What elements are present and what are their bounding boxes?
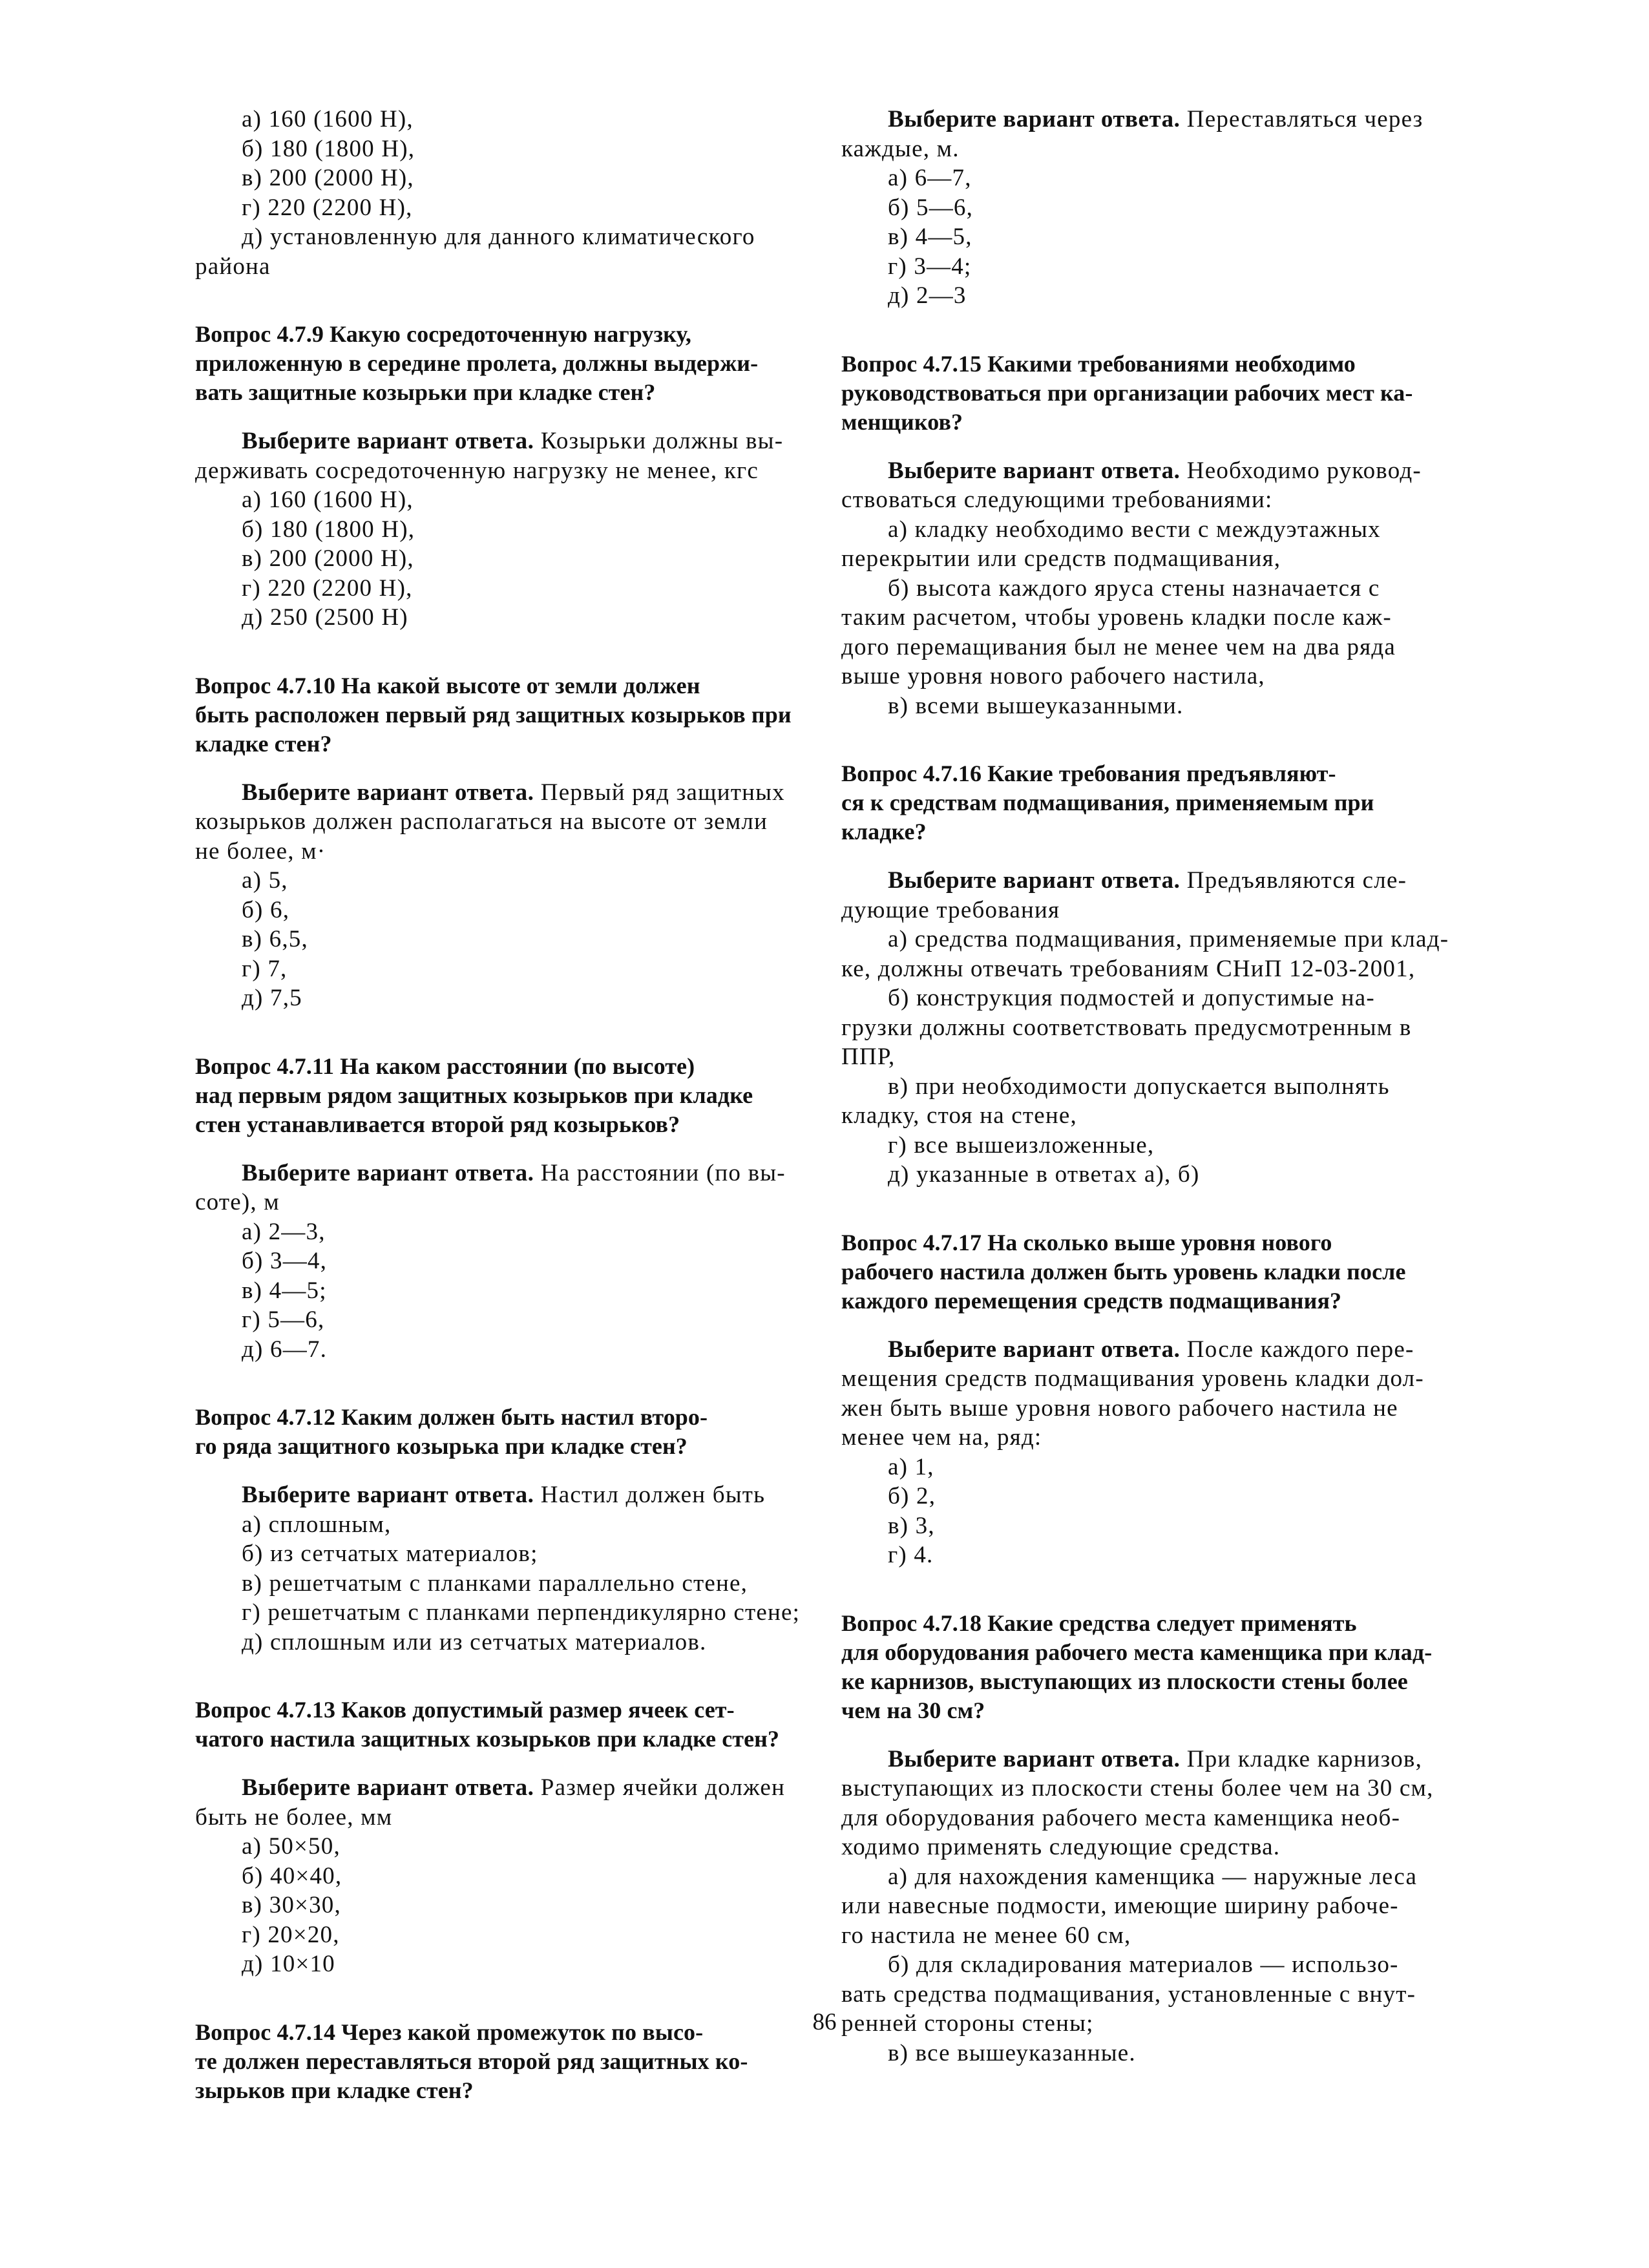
text-line: каждые, м. — [841, 135, 960, 162]
spacer — [841, 1316, 1418, 1335]
question-line: стен устанавливается второй ряд козырьков? — [195, 1111, 680, 1137]
answer-option: а) 6—7, — [888, 165, 972, 191]
question-line: рабочего настила должен быть уровень кладки после — [841, 1258, 1406, 1285]
answer-option: г) все вышеизложенные, — [888, 1131, 1155, 1159]
text-line: дого перемащивания был не менее чем на два ряда — [841, 633, 1396, 660]
question-line: зырьков при кладке стен? — [195, 2077, 474, 2103]
answer-option: а) 160 (1600 Н), — [242, 106, 414, 132]
spacer — [841, 311, 1418, 350]
spacer — [195, 633, 772, 671]
answer-prompt-text: Размер ячейки должен — [534, 1774, 785, 1801]
question-line: каждого перемещения средств подмащивания? — [841, 1287, 1342, 1314]
answer-prompt-label: Выберите вариант ответа. — [888, 457, 1181, 484]
spacer — [195, 1461, 772, 1480]
question-line: кладке? — [841, 819, 927, 845]
answer-option: г) 220 (2200 Н), — [242, 574, 413, 602]
text-line: козырьков должен располагаться на высоте от земли — [195, 808, 768, 835]
text-line: ходимо применять следующие средства. — [841, 1834, 1281, 1860]
answer-option: б) для складирования материалов — использо- — [888, 1951, 1399, 1978]
answer-prompt-label: Выберите вариант ответа. — [888, 1336, 1181, 1363]
answer-option: д) указанные в ответах а), б) — [888, 1161, 1200, 1188]
spacer — [195, 1139, 772, 1159]
answer-prompt-label: Выберите вариант ответа. — [242, 1774, 534, 1801]
text-line: ППР, — [841, 1044, 896, 1070]
answer-option: д) 250 (2500 Н) — [242, 604, 408, 631]
text-line: быть не более, мм — [195, 1803, 393, 1831]
spacer — [841, 1190, 1418, 1228]
answer-prompt-text: Переставляться через — [1180, 106, 1423, 132]
question-line: вать защитные козырьки при кладке стен? — [195, 379, 656, 405]
question-line: приложенную в середине пролета, должны выдержи- — [195, 350, 759, 376]
answer-prompt-line — [841, 866, 1418, 896]
answer-prompt-line — [841, 456, 1422, 486]
answer-option: д) 6—7. — [242, 1336, 328, 1363]
answer-option: г) 4. — [888, 1542, 934, 1568]
question-line: над первым рядом защитных козырьков при кладке — [195, 1082, 753, 1108]
answer-option: в) 30×30, — [242, 1892, 341, 1918]
spacer — [195, 281, 772, 320]
spacer — [195, 1364, 772, 1403]
answer-prompt-line — [195, 1773, 785, 1803]
answer-option: д) установленную для данного климатического — [242, 224, 755, 250]
answer-option: в) все вышеуказанные. — [888, 2039, 1136, 2066]
answer-option: г) 20×20, — [242, 1921, 340, 1948]
question-line: Вопрос 4.7.17 На сколько выше уровня нового — [841, 1229, 1332, 1255]
answer-option: б) конструкция подмостей и допустимые на- — [888, 985, 1375, 1011]
question-line: быть расположен первый ряд защитных козырьков при — [195, 701, 792, 728]
text-line: перекрытии или средств подмащивания, — [841, 545, 1281, 572]
answer-option: г) 5—6, — [242, 1307, 325, 1333]
answer-option: а) сплошным, — [242, 1511, 392, 1538]
question-line: Вопрос 4.7.13 Каков допустимый размер ячеек сет- — [195, 1697, 735, 1723]
answer-option: д) 7,5 — [242, 985, 302, 1011]
right-column — [841, 105, 1449, 2068]
answer-prompt-text: После каждого пере- — [1180, 1336, 1414, 1363]
page-number: 86 — [812, 2009, 837, 2035]
answer-option: а) 5, — [242, 867, 288, 894]
answer-option: а) кладку необходимо вести с междуэтажных — [888, 516, 1381, 543]
answer-option: б) 180 (1800 Н), — [242, 516, 415, 543]
answer-option: б) 40×40, — [242, 1862, 342, 1889]
text-line: не более, м· — [195, 837, 326, 865]
answer-prompt-line — [841, 1335, 1418, 1365]
text-line: ренней стороны стены; — [841, 2010, 1094, 2037]
question-line: для оборудования рабочего места каменщика при клад- — [841, 1639, 1433, 1665]
answer-option: в) при необходимости допускается выполнять — [888, 1073, 1390, 1100]
answer-prompt-text: При кладке карнизов, — [1180, 1745, 1423, 1772]
text-line: ке, должны отвечать требованиям СНиП 12-03-2001, — [841, 955, 1416, 982]
text-line: таким расчетом, чтобы уровень кладки после каж- — [841, 604, 1392, 631]
answer-option: д) 2—3 — [888, 282, 967, 309]
text-line: грузки должны соответствовать предусмотренным в — [841, 1014, 1412, 1041]
question-line: го ряда защитного козырька при кладке стен? — [195, 1433, 688, 1459]
answer-prompt-label: Выберите вариант ответа. — [888, 106, 1181, 132]
text-line: ствоваться следующими требованиями: — [841, 487, 1273, 513]
answer-option: в) 6,5, — [242, 926, 308, 952]
text-line: держивать сосредоточенную нагрузку не менее, кгс — [195, 457, 759, 484]
answer-option: в) 200 (2000 Н), — [242, 545, 414, 572]
question-line: менщиков? — [841, 408, 963, 435]
answer-option: б) высота каждого яруса стены назначается с — [888, 574, 1380, 602]
answer-option: б) из сетчатых материалов; — [242, 1540, 538, 1567]
answer-option: в) 3, — [888, 1512, 935, 1539]
question-line: ке карнизов, выступающих из плоскости стены более — [841, 1668, 1408, 1694]
text-line: или навесные подмости, имеющие ширину рабоче- — [841, 1893, 1399, 1919]
question-line: руководствоваться при организации рабочих мест ка- — [841, 379, 1413, 406]
answer-option: б) 3—4, — [242, 1248, 328, 1274]
question-line: Вопрос 4.7.12 Каким должен быть настил второ- — [195, 1404, 708, 1430]
answer-option: а) 160 (1600 Н), — [242, 487, 414, 513]
question-line: чатого настила защитных козырьков при кладке стен? — [195, 1726, 780, 1752]
answer-option: в) 200 (2000 Н), — [242, 165, 414, 191]
answer-option: а) средства подмащивания, применяемые при клад- — [888, 926, 1449, 952]
question-line: Вопрос 4.7.11 На каком расстоянии (по высоте) — [195, 1053, 695, 1079]
answer-prompt-label: Выберите вариант ответа. — [242, 428, 534, 454]
question-line: Вопрос 4.7.14 Через какой промежуток по высо- — [195, 2019, 704, 2045]
spacer — [195, 1754, 772, 1773]
question-line: ся к средствам подмащивания, применяемым при — [841, 790, 1374, 815]
answer-prompt-text: Настил должен быть — [534, 1482, 766, 1508]
answer-prompt-line — [841, 105, 1423, 134]
answer-prompt-label: Выберите вариант ответа. — [242, 1159, 534, 1186]
question-line: Вопрос 4.7.9 Какую сосредоточенную нагрузку, — [195, 321, 692, 347]
answer-prompt-text: Необходимо руковод- — [1180, 457, 1422, 484]
spacer — [841, 1570, 1418, 1609]
answer-prompt-line — [195, 1159, 786, 1188]
spacer — [195, 759, 772, 778]
text-line: го настила не менее 60 см, — [841, 1922, 1131, 1949]
left-column — [195, 105, 801, 2105]
answer-option: г) 7, — [242, 955, 288, 982]
answer-option: а) для нахождения каменщика — наружные леса — [888, 1863, 1418, 1890]
spacer — [195, 407, 772, 426]
answer-option: б) 2, — [888, 1483, 936, 1509]
text-line: для оборудования рабочего места каменщика необ- — [841, 1804, 1401, 1831]
question-line: чем на 30 см? — [841, 1697, 985, 1723]
question-line: Вопрос 4.7.16 Какие требования предъявляют- — [841, 761, 1336, 786]
question-line: Вопрос 4.7.10 На какой высоте от земли должен — [195, 672, 700, 698]
question-line: кладке стен? — [195, 730, 332, 757]
text-line: выступающих из плоскости стены более чем на 30 см, — [841, 1775, 1434, 1801]
answer-prompt-line — [195, 426, 784, 456]
answer-prompt-line — [195, 1480, 772, 1510]
answer-option: б) 6, — [242, 896, 290, 923]
answer-option: а) 1, — [888, 1453, 934, 1480]
answer-option: б) 5—6, — [888, 194, 974, 221]
answer-prompt-text: Предъявляются сле- — [1180, 867, 1407, 894]
answer-prompt-text: На расстоянии (по вы- — [534, 1159, 786, 1186]
text-line: вать средства подмащивания, установленные с внут- — [841, 1980, 1416, 2008]
text-line: соте), м — [195, 1189, 280, 1215]
answer-option: в) решетчатым с планками параллельно стене, — [242, 1570, 748, 1597]
answer-option: в) 4—5, — [888, 224, 972, 250]
answer-option: д) сплошным или из сетчатых материалов. — [242, 1628, 707, 1655]
text-line: района — [195, 253, 271, 280]
spacer — [841, 1725, 1418, 1745]
answer-prompt-text: Первый ряд защитных — [534, 779, 785, 806]
spacer — [841, 720, 1418, 759]
answer-option: в) всеми вышеуказанными. — [888, 692, 1184, 719]
question-line: Вопрос 4.7.18 Какие средства следует применять — [841, 1610, 1357, 1636]
text-line: жен быть выше уровня нового рабочего настила не — [841, 1394, 1398, 1422]
spacer — [195, 1013, 772, 1052]
text-line: мещения средств подмащивания уровень кладки дол- — [841, 1365, 1424, 1392]
answer-prompt-line — [841, 1745, 1423, 1774]
spacer — [841, 437, 1418, 456]
question-line: те должен переставляться второй ряд защитных ко- — [195, 2048, 748, 2074]
answer-prompt-label: Выберите вариант ответа. — [242, 779, 534, 806]
answer-prompt-text: Козырьки должны вы- — [534, 428, 784, 454]
answer-option: б) 180 (1800 Н), — [242, 135, 415, 162]
answer-option: д) 10×10 — [242, 1951, 335, 1977]
answer-option: в) 4—5; — [242, 1277, 327, 1304]
answer-option: г) 220 (2200 Н), — [242, 194, 413, 221]
answer-option: г) 3—4; — [888, 253, 972, 280]
answer-option: а) 2—3, — [242, 1218, 326, 1245]
answer-prompt-label: Выберите вариант ответа. — [888, 867, 1181, 894]
answer-option: г) решетчатым с планками перпендикулярно стене; — [242, 1599, 801, 1626]
question-line: Вопрос 4.7.15 Какими требованиями необходимо — [841, 350, 1356, 377]
answer-prompt-line — [195, 778, 785, 808]
answer-prompt-label: Выберите вариант ответа. — [242, 1482, 534, 1508]
answer-prompt-label: Выберите вариант ответа. — [888, 1745, 1181, 1772]
text-line: кладку, стоя на стене, — [841, 1102, 1077, 1129]
text-line: дующие требования — [841, 896, 1060, 923]
spacer — [195, 1657, 772, 1696]
spacer — [841, 846, 1418, 866]
answer-option: а) 50×50, — [242, 1833, 341, 1860]
text-line: выше уровня нового рабочего настила, — [841, 663, 1265, 689]
text-line: менее чем на, ряд: — [841, 1424, 1042, 1451]
